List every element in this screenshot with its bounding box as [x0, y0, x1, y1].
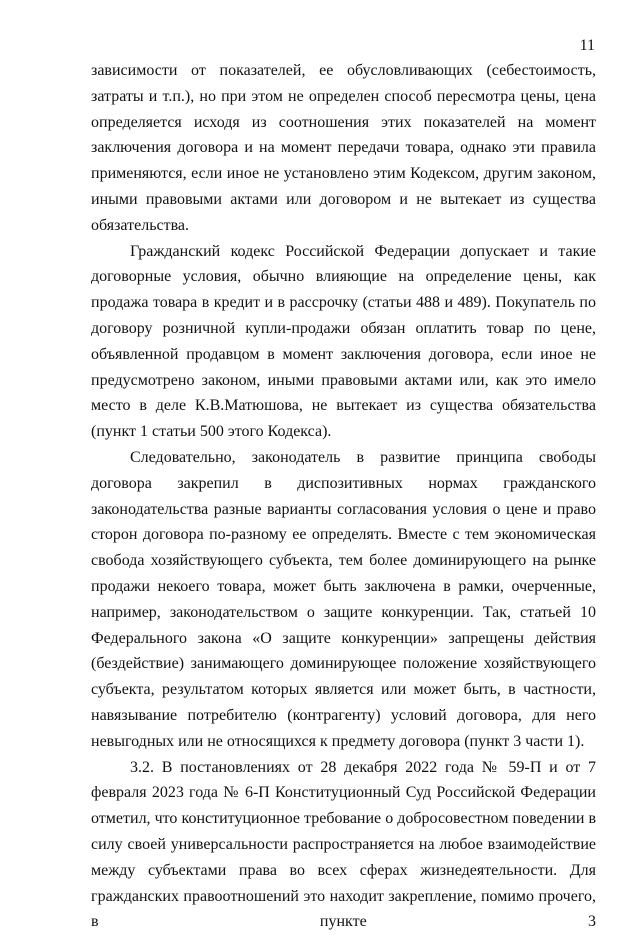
paragraph-civil-code: Гражданский кодекс Российской Федерации допускает и такие договорные условия, обычно влияющие на определение цены, как продажа товара в кредит и в рассрочку (статьи 488 и 489). Покупатель по договору розничной купли-продажи обязан оплатить товар по цене, объявленной продавцом в момент заключения договора, если иное не предусмотрено законом, иными правовыми актами или, как это имело место в деле К.В.Матюшова, не вытекает из существа обязательства (пункт 1 статьи 500 этого Кодекса).	[91, 242, 596, 441]
page-number: 11	[579, 37, 595, 54]
paragraph-legislator: Следовательно, законодатель в развитие принципа свободы договора закрепил в диспозитивных нормах гражданского законодательства разные варианты согласования условия о цене и право сторон договора по-разному ее определять. Вместе с тем экономическая свобода хозяйствующего субъекта, тем более доминирующего на рынке продажи некоего товара, может быть заключена в рамки, очерченные, например, законодательством о защите конкуренции. Так, статьей 10 Федерального закона «О защите конкуренции» запрещены действия (бездействие) занимающего доминирующее положение хозяйствующего субъекта, результатом которых является или может быть, в частности, навязывание потребителю (контрагенту) условий договора, для него невыгодных или не относящихся к предмету договора (пункт 3 части 1).	[91, 448, 596, 750]
paragraph-section-3-2: 3.2. В постановлениях от 28 декабря 2022 года № 59-П и от 7 февраля 2023 года № 6-П Конституционный Суд Российской Федерации отметил, что конституционное требование о добросовестном поведении в силу своей универсальности распространяется на любое взаимодействие между субъектами права во всех сферах жизнедеятельности. Для гражданских правоотношений это находит закрепление, помимо прочего, в пункте 3	[91, 758, 596, 931]
document-body	[91, 58, 596, 935]
paragraph-continuation: зависимости от показателей, ее обусловливающих (себестоимость, затраты и т.п.), но при этом не определен способ пересмотра цены, цена определяется исходя из соотношения этих показателей на момент заключения договора и на момент передачи товара, однако эти правила применяются, если иное не установлено этим Кодексом, другим законом, иными правовыми актами или договором и не вытекает из существа обязательства.	[91, 62, 596, 234]
